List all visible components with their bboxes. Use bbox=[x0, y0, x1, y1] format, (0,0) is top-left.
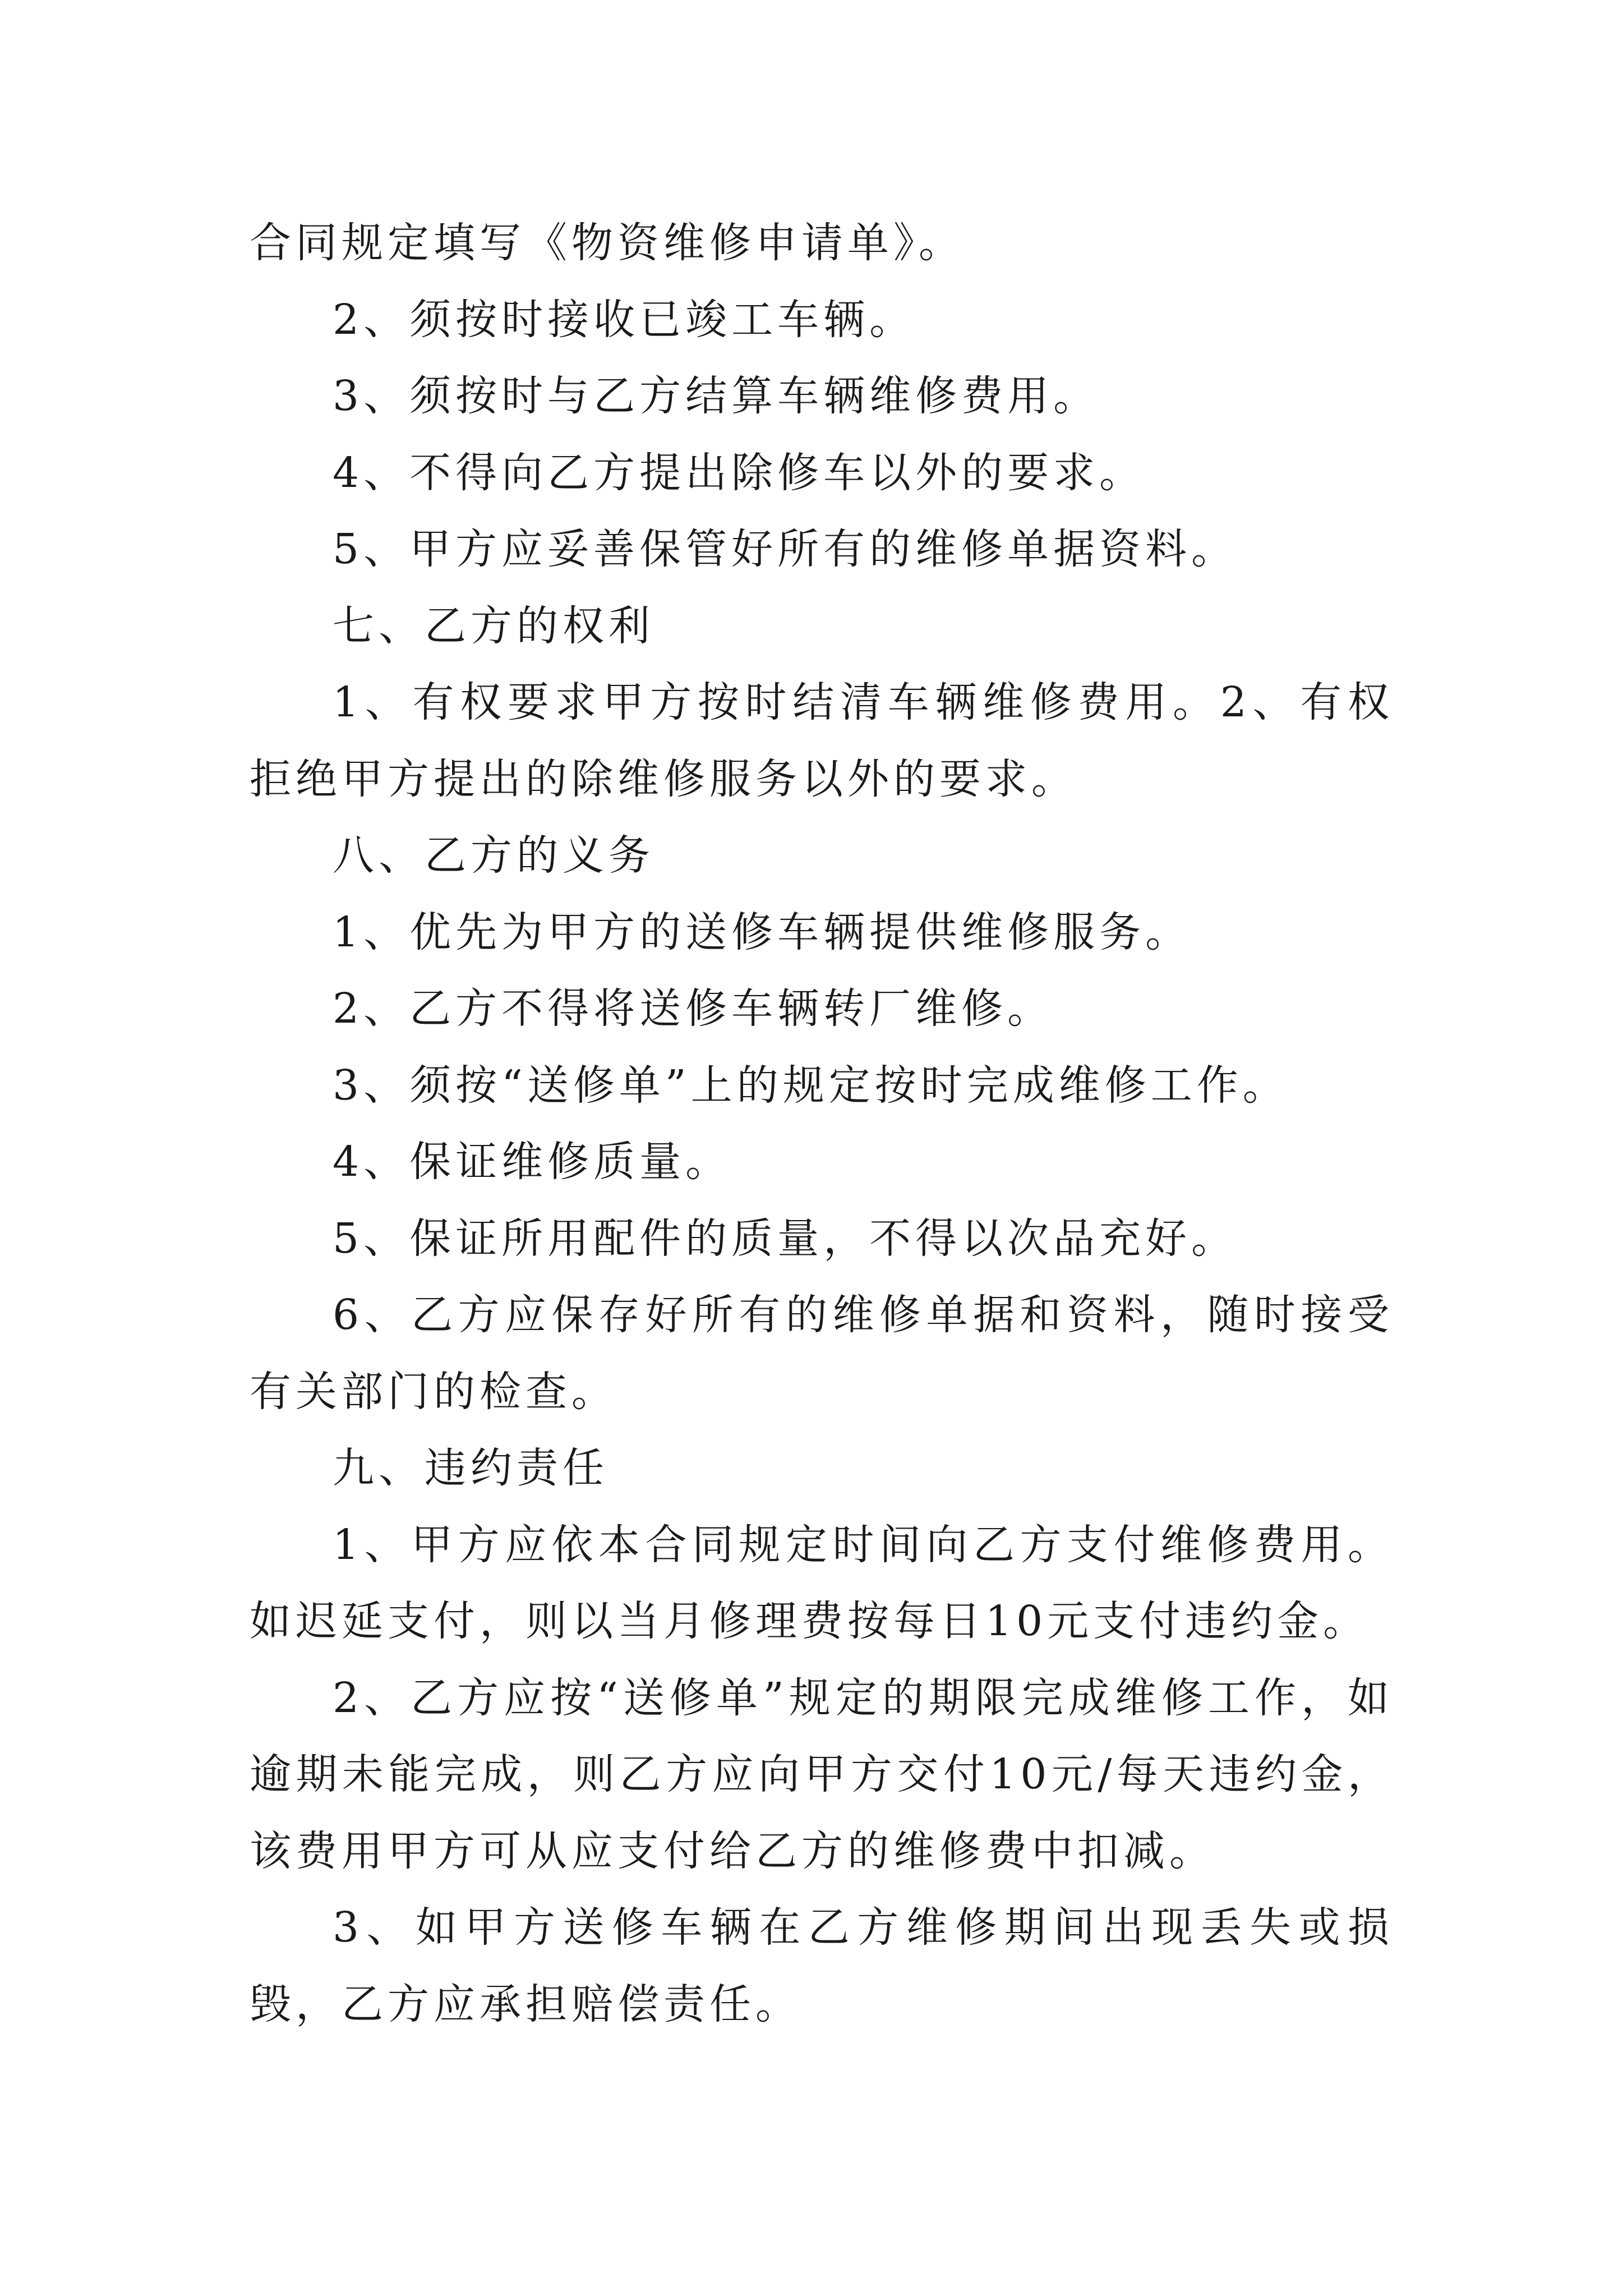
paragraph-item: 4、保证维修质量。 bbox=[333, 1138, 732, 1186]
paragraph-item: 2、乙方应按“送修单”规定的期限完成维修工作，如逾期未能完成，则乙方应向甲方交付10元/每天违约金，该费用甲方可从应支付给乙方的维修费中扣减。 bbox=[250, 1673, 1394, 1875]
section-heading-obligations: 八、乙方的义务 bbox=[333, 831, 654, 880]
paragraph-item: 2、乙方不得将送修车辆转厂维修。 bbox=[333, 984, 1054, 1033]
paragraph-item: 1、优先为甲方的送修车辆提供维修服务。 bbox=[333, 908, 1192, 956]
paragraph-item: 1、甲方应依本合同规定时间向乙方支付维修费用。如迟延支付，则以当月修理费按每日10元支付违约金。 bbox=[250, 1520, 1394, 1645]
paragraph-item: 6、乙方应保存好所有的维修单据和资料，随时接受有关部门的检查。 bbox=[250, 1291, 1394, 1416]
document-body bbox=[250, 205, 1394, 2042]
paragraph-item: 1、有权要求甲方按时结清车辆维修费用。2、有权拒绝甲方提出的除维修服务以外的要求。 bbox=[250, 678, 1394, 803]
paragraph-item: 5、保证所用配件的质量，不得以次品充好。 bbox=[333, 1214, 1238, 1263]
paragraph-item: 3、须按时与乙方结算车辆维修费用。 bbox=[333, 372, 1100, 420]
section-heading-liability: 九、违约责任 bbox=[333, 1444, 608, 1492]
section-heading-rights: 七、乙方的权利 bbox=[333, 601, 654, 650]
paragraph-item: 2、须按时接收已竣工车辆。 bbox=[333, 295, 916, 344]
paragraph-item: 4、不得向乙方提出除修车以外的要求。 bbox=[333, 448, 1146, 497]
paragraph-continuation: 合同规定填写《物资维修申请单》。 bbox=[250, 219, 965, 267]
paragraph-item: 3、如甲方送修车辆在乙方维修期间出现丢失或损毁，乙方应承担赔偿责任。 bbox=[250, 1903, 1394, 2028]
paragraph-item: 5、甲方应妥善保管好所有的维修单据资料。 bbox=[333, 525, 1238, 573]
paragraph-item: 3、须按“送修单”上的规定按时完成维修工作。 bbox=[333, 1061, 1289, 1110]
